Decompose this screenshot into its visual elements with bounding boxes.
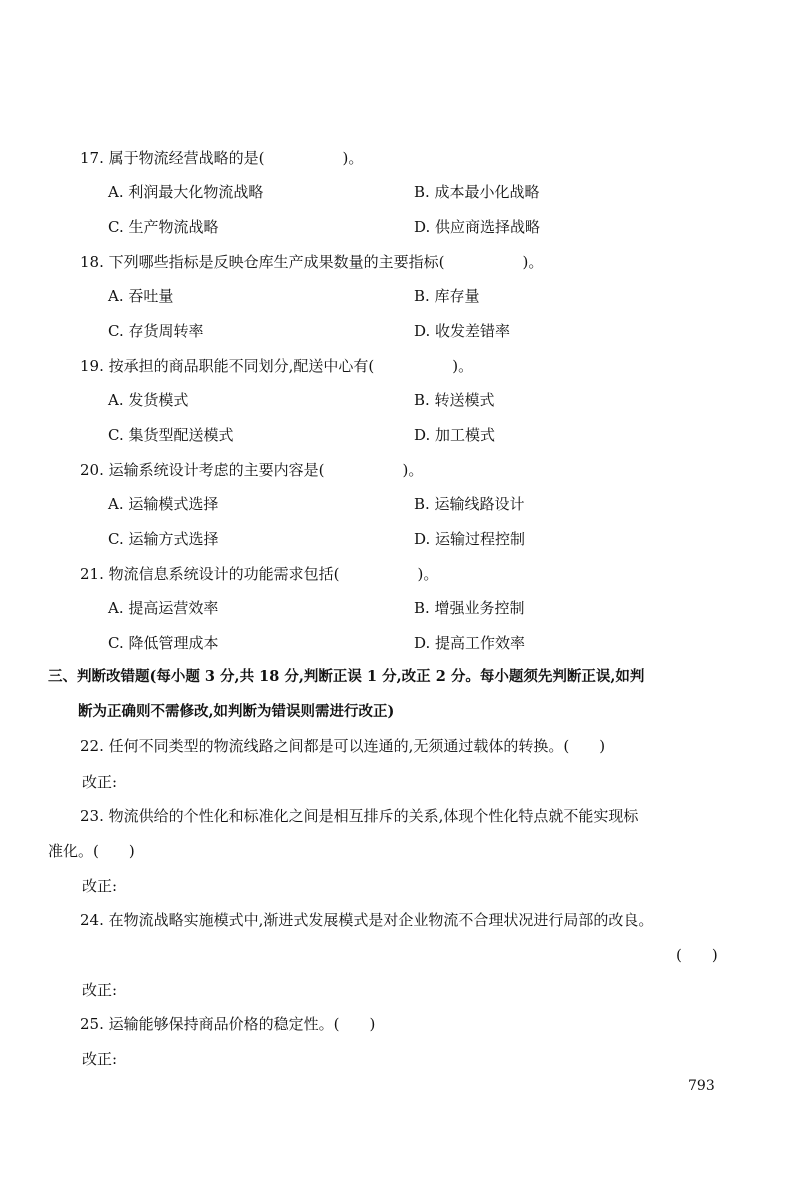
question-22: 22. 任何不同类型的物流线路之间都是可以连通的,无须通过载体的转换。( ) <box>80 737 606 755</box>
question-17-option-c: C. 生产物流战略 <box>108 218 219 236</box>
question-20-option-c: C. 运输方式选择 <box>108 530 219 548</box>
question-19-option-d: D. 加工模式 <box>414 426 496 444</box>
question-21-text: 21. 物流信息系统设计的功能需求包括( <box>80 565 340 583</box>
question-19-option-b: B. 转送模式 <box>414 391 495 409</box>
question-20-option-d: D. 运输过程控制 <box>414 530 526 548</box>
question-17-option-b: B. 成本最小化战略 <box>414 183 540 201</box>
question-19-option-c: C. 集货型配送模式 <box>108 426 234 444</box>
question-19-end: )。 <box>452 357 474 375</box>
correction-label: 改正: <box>82 877 118 895</box>
question-24-answer-paren: ( ) <box>676 946 718 964</box>
question-20-option-a: A. 运输模式选择 <box>108 495 219 513</box>
question-21-stem <box>80 564 438 584</box>
question-20-text: 20. 运输系统设计考虑的主要内容是( <box>80 461 325 479</box>
question-18-end: )。 <box>522 253 544 271</box>
question-17-stem <box>80 148 363 168</box>
question-20-stem <box>80 460 423 480</box>
question-20-option-b: B. 运输线路设计 <box>414 495 525 513</box>
question-18-stem <box>80 252 543 272</box>
question-21-option-b: B. 增强业务控制 <box>414 599 525 617</box>
correction-label: 改正: <box>82 773 118 791</box>
question-23-line1: 23. 物流供给的个性化和标准化之间是相互排斥的关系,体现个性化特点就不能实现标 <box>80 807 639 825</box>
question-25: 25. 运输能够保持商品价格的稳定性。( ) <box>80 1015 376 1033</box>
question-21-end: )。 <box>417 565 439 583</box>
question-18-option-c: C. 存货周转率 <box>108 322 204 340</box>
question-20-end: )。 <box>402 461 424 479</box>
correction-label: 改正: <box>82 981 118 999</box>
question-17-end: )。 <box>342 149 364 167</box>
question-23-line2: 准化。( ) <box>48 842 135 860</box>
correction-label: 改正: <box>82 1050 118 1068</box>
question-17-option-a: A. 利润最大化物流战略 <box>108 183 264 201</box>
question-21-option-c: C. 降低管理成本 <box>108 634 219 652</box>
question-18-option-d: D. 收发差错率 <box>414 322 511 340</box>
question-19-stem <box>80 356 473 376</box>
question-21-option-d: D. 提高工作效率 <box>414 634 526 652</box>
question-21-option-a: A. 提高运营效率 <box>108 599 219 617</box>
question-18-text: 18. 下列哪些指标是反映仓库生产成果数量的主要指标( <box>80 253 445 271</box>
question-18-option-b: B. 库存量 <box>414 287 480 305</box>
section-3-heading: 三、判断改错题(每小题 3 分,共 18 分,判断正误 1 分,改正 2 分。每小题须先判断正误,如判 <box>48 668 645 685</box>
question-18-option-a: A. 吞吐量 <box>108 287 174 305</box>
question-19-text: 19. 按承担的商品职能不同划分,配送中心有( <box>80 357 375 375</box>
page-number: 793 <box>688 1078 715 1094</box>
question-17-text: 17. 属于物流经营战略的是( <box>80 149 265 167</box>
question-17-option-d: D. 供应商选择战略 <box>414 218 541 236</box>
question-24-line1: 24. 在物流战略实施模式中,渐进式发展模式是对企业物流不合理状况进行局部的改良。 <box>80 911 654 929</box>
section-3-heading-cont: 断为正确则不需修改,如判断为错误则需进行改正) <box>78 703 395 720</box>
question-19-option-a: A. 发货模式 <box>108 391 189 409</box>
